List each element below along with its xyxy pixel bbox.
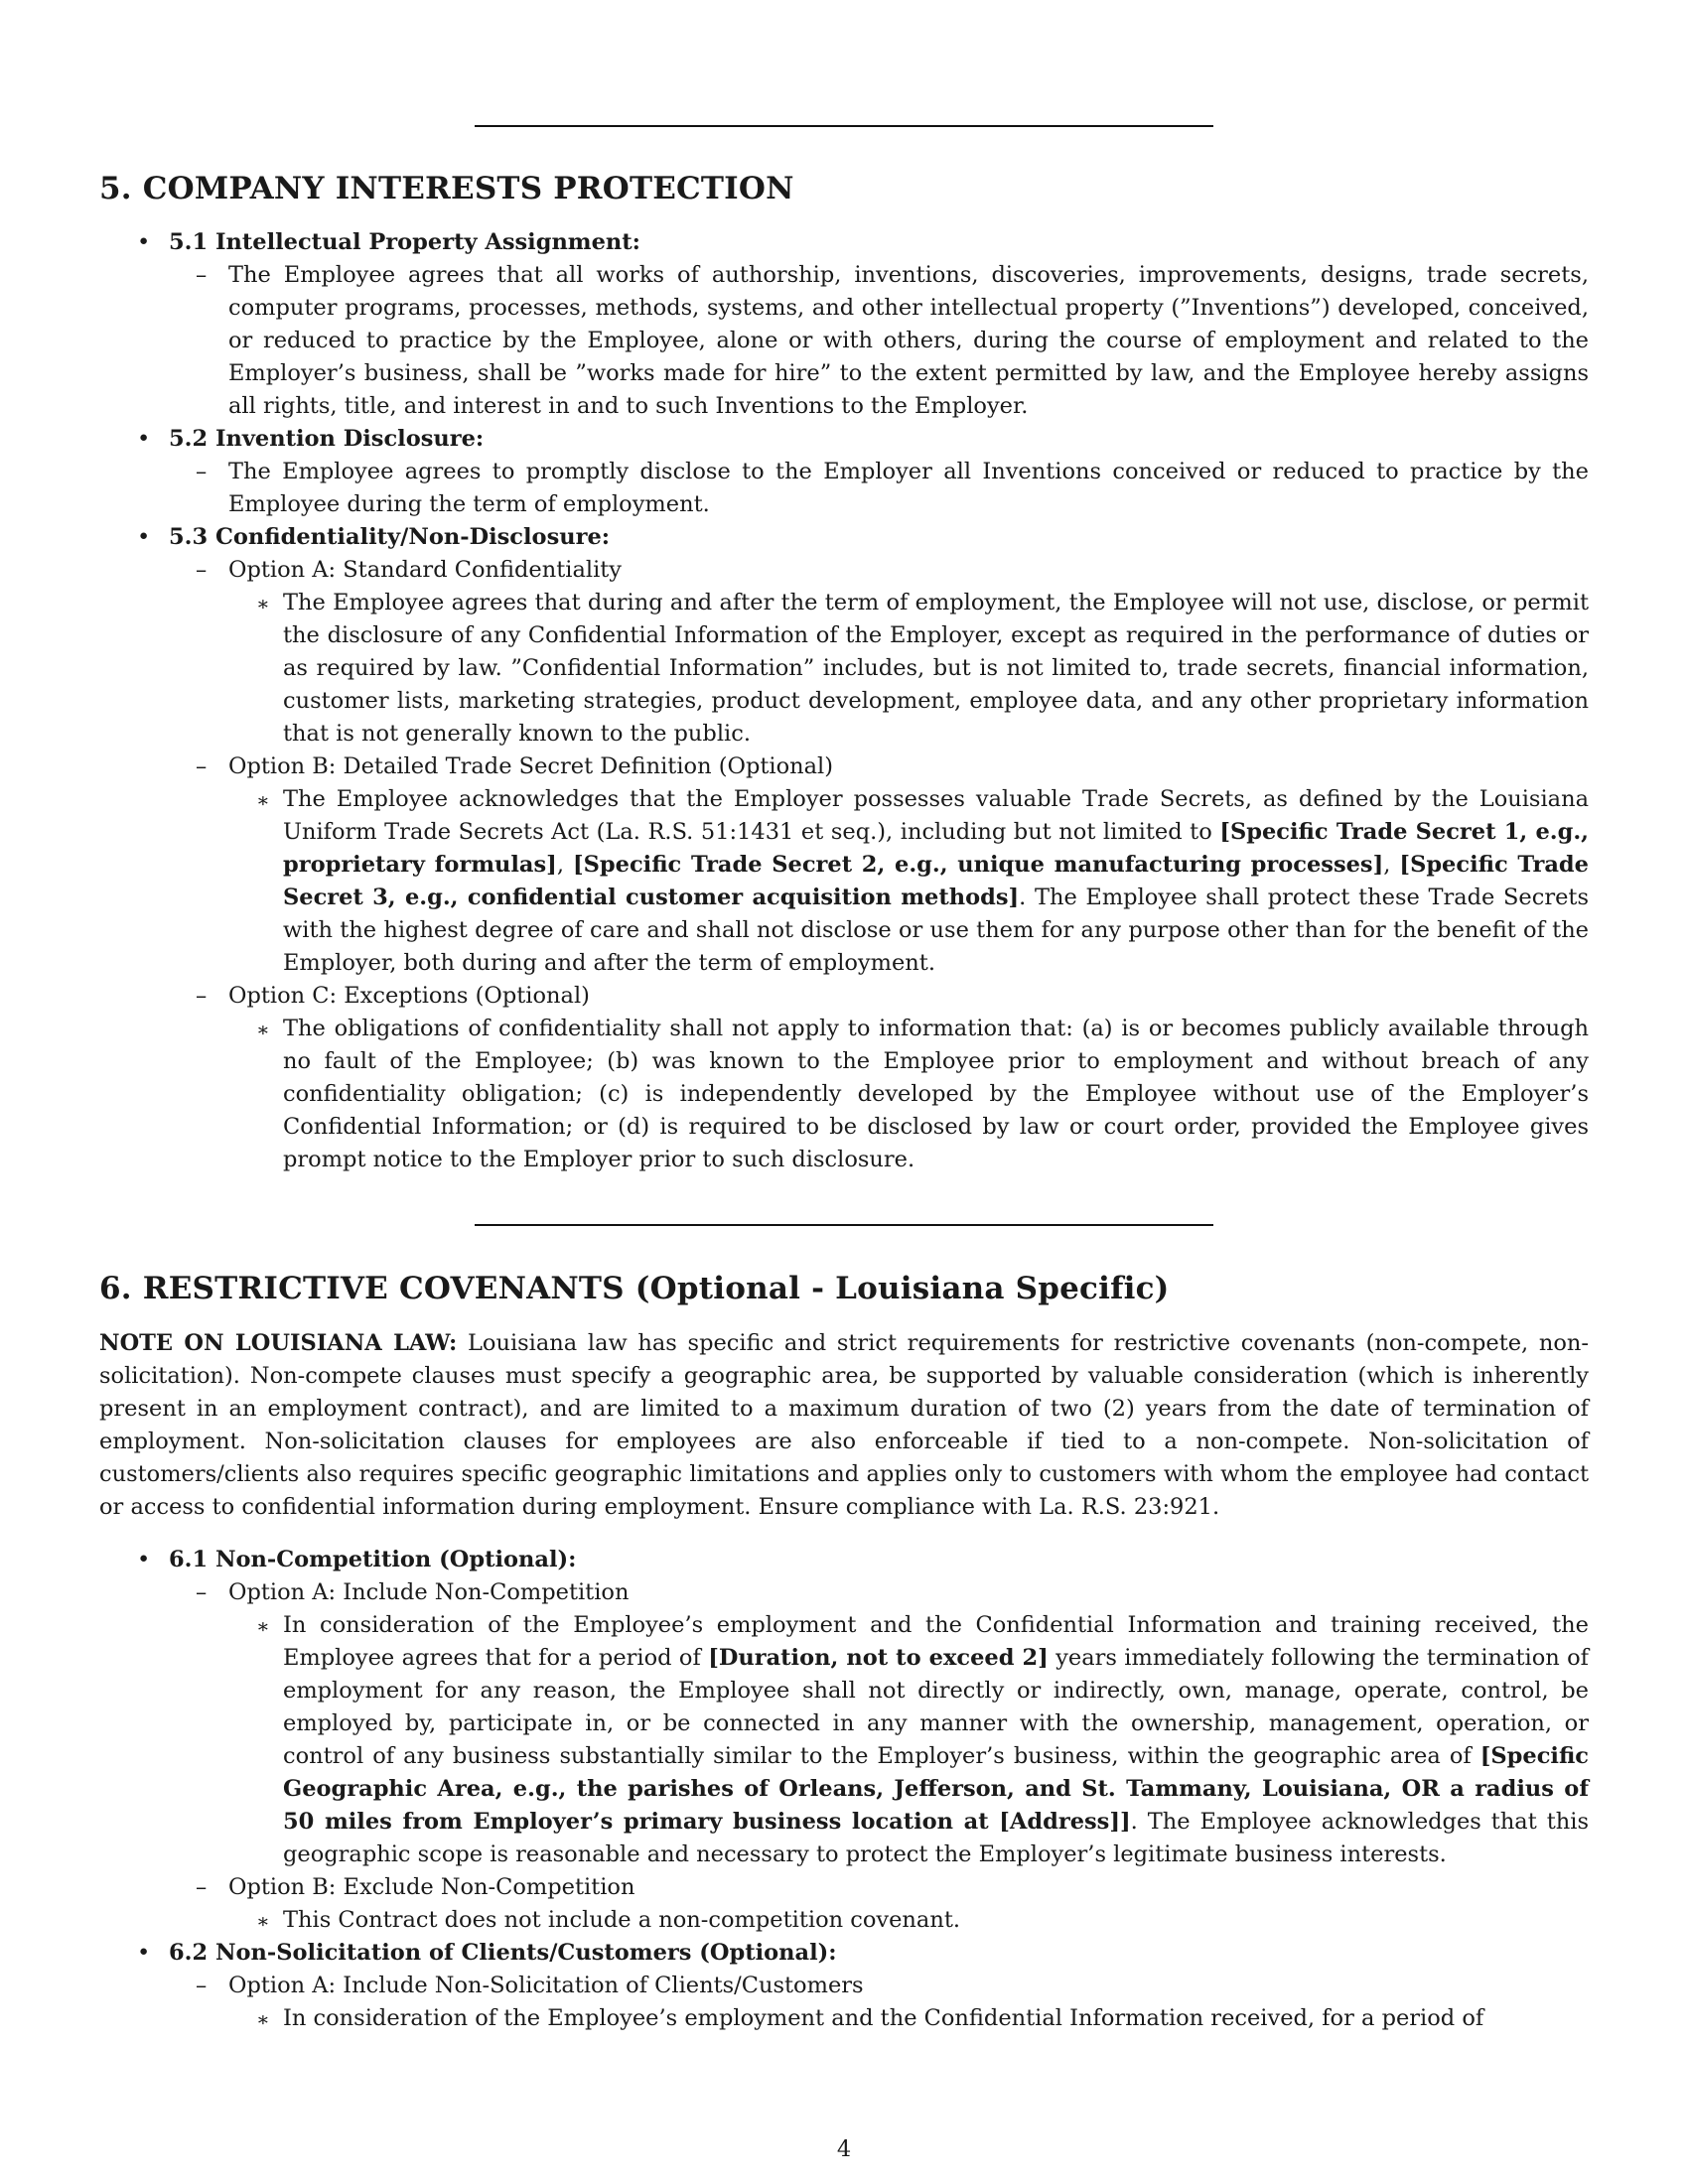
section-divider <box>475 1224 1213 1226</box>
asterisk-icon: ∗ <box>256 1909 270 1933</box>
text-run: In consideration of the Employee’s employment and the Confidential Information and training received, the Employee agrees that for a period of <box>283 1612 1589 1671</box>
option-b <box>169 1871 1589 1937</box>
option-a <box>169 554 1589 751</box>
placeholder-field: [Duration, not to exceed 2] <box>708 1645 1049 1671</box>
clause-6-1 <box>99 1544 1589 1937</box>
asterisk-icon: ∗ <box>256 1614 270 1638</box>
asterisk-icon: ∗ <box>256 2007 270 2031</box>
page-number: 4 <box>836 2136 852 2162</box>
clause-title: 5.3 Confidentiality/Non-Disclosure: <box>169 524 611 550</box>
option-text: This Contract does not include a non-competition covenant. <box>283 1907 961 1933</box>
bullet-icon: • <box>137 1547 151 1572</box>
bullet-icon: • <box>137 426 151 452</box>
clause-title: 6.1 Non-Competition (Optional): <box>169 1547 577 1572</box>
option-item <box>228 1609 1589 1871</box>
section-5-body <box>99 226 1589 1176</box>
clause-title: 5.1 Intellectual Property Assignment: <box>169 229 640 255</box>
dash-icon: – <box>196 1579 208 1605</box>
option-text: In consideration of the Employee’s employment and the Confidential Information received, for a period of <box>283 2005 1484 2031</box>
clause-item <box>169 456 1589 521</box>
clause-6-2 <box>99 1937 1589 2035</box>
option-text: The obligations of confidentiality shall not apply to information that: (a) is or becomes publicly available through no fault of the Employee; (b) was known to the Employee prior to employment and without breach of any confidentiality obligation; (c) is independently developed by the Employee without use of the Employer’s Confidential Information; or (d) is required to be disclosed by law or court order, provided the Employee gives prompt notice to the Employer prior to such disclosure. <box>283 1016 1589 1172</box>
clause-5-3 <box>99 521 1589 1176</box>
asterisk-icon: ∗ <box>256 592 270 615</box>
louisiana-law-note <box>99 1327 1589 1524</box>
placeholder-field: [Specific Geographic Area, e.g., the parishes of Orleans, Jefferson, and St. Tammany, Louisiana, OR a radius of 50 miles from Employer’s primary business location at [Address]] <box>283 1743 1589 1835</box>
clause-text: The Employee agrees to promptly disclose to the Employer all Inventions conceived or reduced to practice by the Employee during the term of employment. <box>228 459 1589 517</box>
bullet-icon: • <box>137 1940 151 1966</box>
clause-title: 5.2 Invention Disclosure: <box>169 426 485 452</box>
bullet-icon: • <box>137 229 151 255</box>
placeholder-field: [Specific Trade Secret 3, e.g., confidential customer acquisition methods] <box>283 852 1589 910</box>
dash-icon: – <box>196 983 208 1009</box>
dash-icon: – <box>196 753 208 779</box>
option-a <box>169 1576 1589 1871</box>
option-b <box>169 751 1589 980</box>
text-run: , <box>1383 852 1400 878</box>
section-6-body <box>99 1544 1589 2035</box>
placeholder-field: [Specific Trade Secret 1, e.g., proprietary formulas] <box>283 819 1589 878</box>
clause-text: The Employee agrees that all works of authorship, inventions, discoveries, improvements, designs, trade secrets, computer programs, processes, methods, systems, and other intellectual property (”Inventions”) developed, conceived, or reduced to practice by the Employee, alone or with others, during the course of employment and related to the Employer’s business, shall be ”works made for hire” to the extent permitted by law, and the Employee hereby assigns all rights, title, and interest in and to such Inventions to the Employer. <box>228 262 1589 419</box>
clause-5-1 <box>99 226 1589 423</box>
option-item <box>228 1904 1589 1937</box>
option-label: Option A: Standard Confidentiality <box>228 557 623 583</box>
option-text <box>283 1609 1589 1871</box>
section-6-heading: 6. RESTRICTIVE COVENANTS (Optional - Louisiana Specific) <box>99 1271 1170 1306</box>
text-run: . The Employee acknowledges that this geographic scope is reasonable and necessary to protect the Employer’s legitimate business interests. <box>283 1809 1589 1867</box>
option-a <box>169 1970 1589 2035</box>
option-item <box>228 2002 1589 2035</box>
clause-5-2 <box>99 423 1589 521</box>
option-item <box>228 783 1589 980</box>
dash-icon: – <box>196 1874 208 1900</box>
dash-icon: – <box>196 557 208 583</box>
text-run: years immediately following the termination of employment for any reason, the Employee shall not directly or indirectly, own, manage, operate, control, be employed by, participate in, or be connected in any manner with the ownership, management, operation, or control of any business substantially similar to the Employer’s business, within the geographic area of <box>283 1645 1589 1769</box>
text-run: , <box>556 852 573 878</box>
option-item <box>228 1013 1589 1176</box>
section-5-heading: 5. COMPANY INTERESTS PROTECTION <box>99 171 794 206</box>
asterisk-icon: ∗ <box>256 1018 270 1041</box>
option-label: Option A: Include Non-Solicitation of Clients/Customers <box>228 1973 864 1998</box>
option-label: Option C: Exceptions (Optional) <box>228 983 590 1009</box>
clause-title: 6.2 Non-Solicitation of Clients/Customers (Optional): <box>169 1940 837 1966</box>
note-text: Louisiana law has specific and strict requirements for restrictive covenants (non-compete, non-solicitation). Non-compete clauses must specify a geographic area, be supported by valuable consideration (which is inherently present in an employment contract), and are limited to a maximum duration of two (2) years from the date of termination of employment. Non-solicitation clauses for employees are also enforceable if tied to a non-compete. Non-solicitation of customers/clients also requires specific geographic limitations and applies only to customers with whom the employee had contact or access to confidential information during employment. Ensure compliance with La. R.S. 23:921. <box>99 1330 1589 1520</box>
top-divider <box>475 125 1213 127</box>
asterisk-icon: ∗ <box>256 788 270 812</box>
text-run: The Employee acknowledges that the Employer possesses valuable Trade Secrets, as defined by the Louisiana Uniform Trade Secrets Act (La. R.S. 51:1431 et seq.), including but not limited to <box>283 786 1589 845</box>
option-text: The Employee agrees that during and after the term of employment, the Employee will not use, disclose, or permit the disclosure of any Confidential Information of the Employer, except as required in the performance of duties or as required by law. ”Confidential Information” includes, but is not limited to, trade secrets, financial information, customer lists, marketing strategies, product development, employee data, and any other proprietary information that is not generally known to the public. <box>283 590 1589 747</box>
dash-icon: – <box>196 262 208 288</box>
bullet-icon: • <box>137 524 151 550</box>
option-item <box>228 587 1589 751</box>
option-label: Option A: Include Non-Competition <box>228 1579 630 1605</box>
note-label: NOTE ON LOUISIANA LAW: <box>99 1330 458 1356</box>
clause-item <box>169 259 1589 423</box>
dash-icon: – <box>196 459 208 484</box>
placeholder-field: [Specific Trade Secret 2, e.g., unique manufacturing processes] <box>573 852 1384 878</box>
option-label: Option B: Exclude Non-Competition <box>228 1874 635 1900</box>
text-run: . The Employee shall protect these Trade Secrets with the highest degree of care and shall not disclose or use them for any purpose other than for the benefit of the Employer, both during and after the term of employment. <box>283 885 1589 976</box>
option-c <box>169 980 1589 1176</box>
option-label: Option B: Detailed Trade Secret Definition (Optional) <box>228 753 834 779</box>
dash-icon: – <box>196 1973 208 1998</box>
option-text <box>283 783 1589 980</box>
